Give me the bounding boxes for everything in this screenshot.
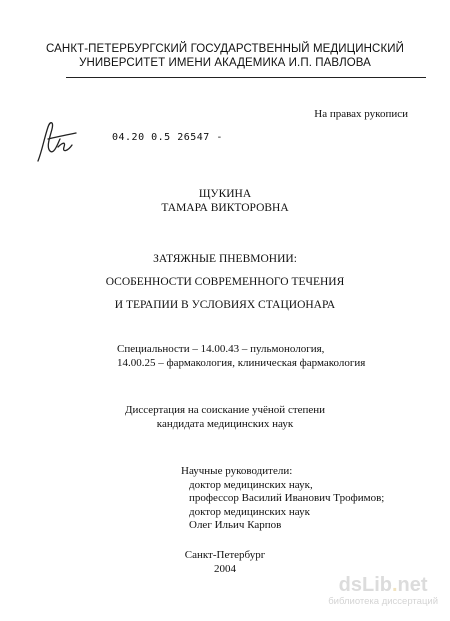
title-line-3: И ТЕРАПИИ В УСЛОВИЯХ СТАЦИОНАРА: [114, 299, 336, 311]
supervisor-line-4: Олег Ильич Карпов: [189, 519, 282, 531]
specialty-line-2: 14.00.25 – фармакология, клиническая фармакология: [117, 357, 366, 369]
header-divider: [66, 77, 426, 78]
thesis-title: [0, 248, 450, 317]
year: 2004: [214, 563, 236, 575]
place-and-year: [0, 548, 450, 576]
university-line-2: УНИВЕРСИТЕТ ИМЕНИ АКАДЕМИКА И.П. ПАВЛОВА: [79, 57, 371, 69]
city: Санкт-Петербург: [184, 549, 266, 561]
dissertation-line-2: кандидата медицинских наук: [156, 418, 294, 430]
author-surname: ЩУКИНА: [198, 188, 252, 200]
rights-note: На правах рукописи: [314, 108, 408, 120]
university-header: [0, 42, 450, 70]
supervisors-block: [181, 465, 384, 533]
dissertation-line-1: Диссертация на соискание учёной степени: [124, 404, 326, 416]
specialty-line-1: Специальности – 14.00.43 – пульмонология,: [117, 343, 325, 355]
title-line-2: ОСОБЕННОСТИ СОВРЕМЕННОГО ТЕЧЕНИЯ: [105, 276, 345, 288]
brand-dot: .: [391, 574, 398, 596]
supervisor-line-1: доктор медицинских наук,: [189, 478, 313, 491]
supervisor-line-3: доктор медицинских наук: [189, 505, 310, 518]
supervisors-heading: Научные руководители:: [181, 465, 293, 477]
brand-part-b: net: [397, 574, 428, 596]
watermark-logo: [328, 574, 438, 608]
title-line-1: ЗАТЯЖНЫЕ ПНЕВМОНИИ:: [153, 253, 297, 265]
supervisor-line-2: профессор Василий Иванович Трофимов;: [189, 492, 385, 504]
author-given-names: ТАМАРА ВИКТОРОВНА: [161, 202, 289, 214]
watermark-brand: [328, 574, 438, 596]
specialty-block: [117, 342, 365, 370]
handwritten-signature: [28, 117, 88, 165]
author-name: [0, 187, 450, 215]
registration-stamp: 04.20 0.5 26547 -: [112, 132, 223, 143]
brand-part-a: dsLib: [338, 574, 392, 596]
watermark-subtitle: библиотека диссертаций: [328, 596, 438, 607]
dissertation-block: [0, 403, 450, 431]
university-line-1: САНКТ-ПЕТЕРБУРГСКИЙ ГОСУДАРСТВЕННЫЙ МЕДИЦИНСКИЙ: [46, 43, 404, 55]
